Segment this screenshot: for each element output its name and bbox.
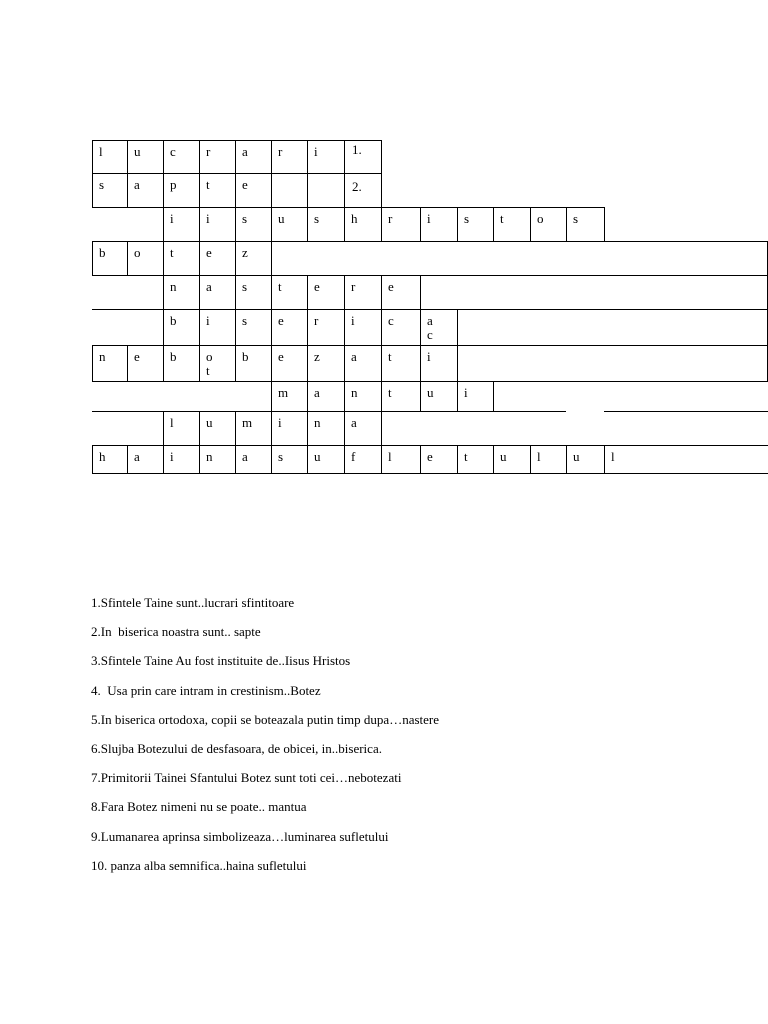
grid-cell: t [163,241,200,276]
grid-cell: n [307,411,345,446]
grid-rule [381,445,768,446]
grid-cell: a [127,445,164,474]
grid-cell: s [92,173,128,208]
clue-2: 2.In biserica noastra sunt.. sapte [91,624,261,640]
clue-10: 10. panza alba semnifica..haina sufletului [91,857,307,873]
grid-cell: i [199,207,236,242]
grid-cell: s [235,275,272,310]
empty-grid-box [457,309,768,346]
grid-cell: e [199,241,236,276]
grid-cell: l [604,445,768,474]
grid-cell: e [127,345,164,382]
grid-cell: u [493,445,531,474]
grid-cell: u [566,445,605,474]
grid-cell: i [457,381,494,412]
grid-cell: b [163,345,200,382]
clue-6: 6.Slujba Botezului de desfasoara, de obicei, in..biserica. [91,741,382,757]
grid-cell: a [344,345,382,382]
grid-cell: l [92,140,128,174]
grid-cell: f [344,445,382,474]
row-number-label: 2. [352,179,362,194]
grid-cell: s [235,309,272,346]
grid-cell: i [199,309,236,346]
grid-cell: o [127,241,164,276]
grid-cell: a [235,445,272,474]
grid-cell: u [127,140,164,174]
grid-cell: r [199,140,236,174]
grid-cell: a [307,381,345,412]
grid-cell: t [199,173,236,208]
grid-cell: a [344,411,382,446]
clue-5: 5.In biserica ortodoxa, copii se boteazala putin timp dupa…nastere [91,711,439,727]
clue-3: 3.Sfintele Taine Au fost instituite de..Iisus Hristos [91,653,351,669]
grid-cell: u [271,207,308,242]
clue-1: 1.Sfintele Taine sunt..lucrari sfintitoare [91,595,295,610]
grid-cell: e [235,173,272,208]
grid-cell: i [163,207,200,242]
grid-cell: s [457,207,494,242]
grid-cell: l [530,445,567,474]
grid-cell: i [307,140,345,174]
grid-cell: a [127,173,164,208]
grid-cell: c [163,140,200,174]
grid-cell: n [199,445,236,474]
clue-list [91,588,751,880]
grid-rule [604,411,768,412]
grid-cell: b [92,241,128,276]
empty-grid-box [457,345,768,382]
empty-grid-box [420,275,768,310]
grid-cell: l [381,445,421,474]
grid-cell: s [566,207,605,242]
grid-cell: t [271,275,308,310]
grid-cell: r [307,309,345,346]
grid-cell: e [307,275,345,310]
grid-cell: m [271,381,308,412]
grid-cell: z [307,345,345,382]
clue-7: 7.Primitorii Tainei Sfantului Botez sunt toti cei…nebotezati [91,770,402,786]
grid-cell: p [163,173,200,208]
grid-cell: o t [199,345,236,382]
grid-cell: u [420,381,458,412]
grid-cell: n [344,381,382,412]
grid-cell: t [381,381,421,412]
grid-cell: h [344,207,382,242]
grid-cell: a [235,140,272,174]
grid-cell: e [420,445,458,474]
grid-cell: a c [420,309,458,346]
grid-cell: u [199,411,236,446]
grid-cell: i [163,445,200,474]
grid-cell: i [420,345,458,382]
empty-grid-box [344,140,382,174]
grid-cell: s [235,207,272,242]
grid-rule [92,411,271,412]
grid-cell: t [493,207,531,242]
empty-grid-box [344,173,382,208]
grid-cell: e [271,345,308,382]
grid-cell: r [271,140,308,174]
grid-cell: b [235,345,272,382]
empty-grid-box [271,241,768,276]
grid-cell: z [235,241,272,276]
grid-cell: c [381,309,421,346]
grid-cell: i [420,207,458,242]
grid-cell [271,173,308,208]
grid-cell: s [307,207,345,242]
grid-cell: m [235,411,272,446]
grid-cell: r [381,207,421,242]
grid-cell: n [92,345,128,382]
grid-rule [92,309,163,310]
grid-cell: r [344,275,382,310]
grid-cell: n [163,275,200,310]
grid-cell [307,173,345,208]
grid-cell: t [381,345,421,382]
grid-cell: i [271,411,308,446]
grid-cell: l [163,411,200,446]
clue-4: 4. Usa prin care intram in crestinism..Botez [91,682,321,698]
grid-cell: a [199,275,236,310]
grid-cell: o [530,207,567,242]
grid-cell: t [457,445,494,474]
grid-rule [493,411,566,412]
grid-cell: b [163,309,200,346]
grid-cell: u [307,445,345,474]
grid-cell: h [92,445,128,474]
clue-9: 9.Lumanarea aprinsa simbolizeaza…luminarea sufletului [91,828,389,844]
grid-cell: e [271,309,308,346]
grid-cell: s [271,445,308,474]
row-number-label: 1. [352,142,362,157]
grid-cell: i [344,309,382,346]
clue-8: 8.Fara Botez nimeni nu se poate.. mantua [91,799,307,815]
grid-cell: e [381,275,421,310]
